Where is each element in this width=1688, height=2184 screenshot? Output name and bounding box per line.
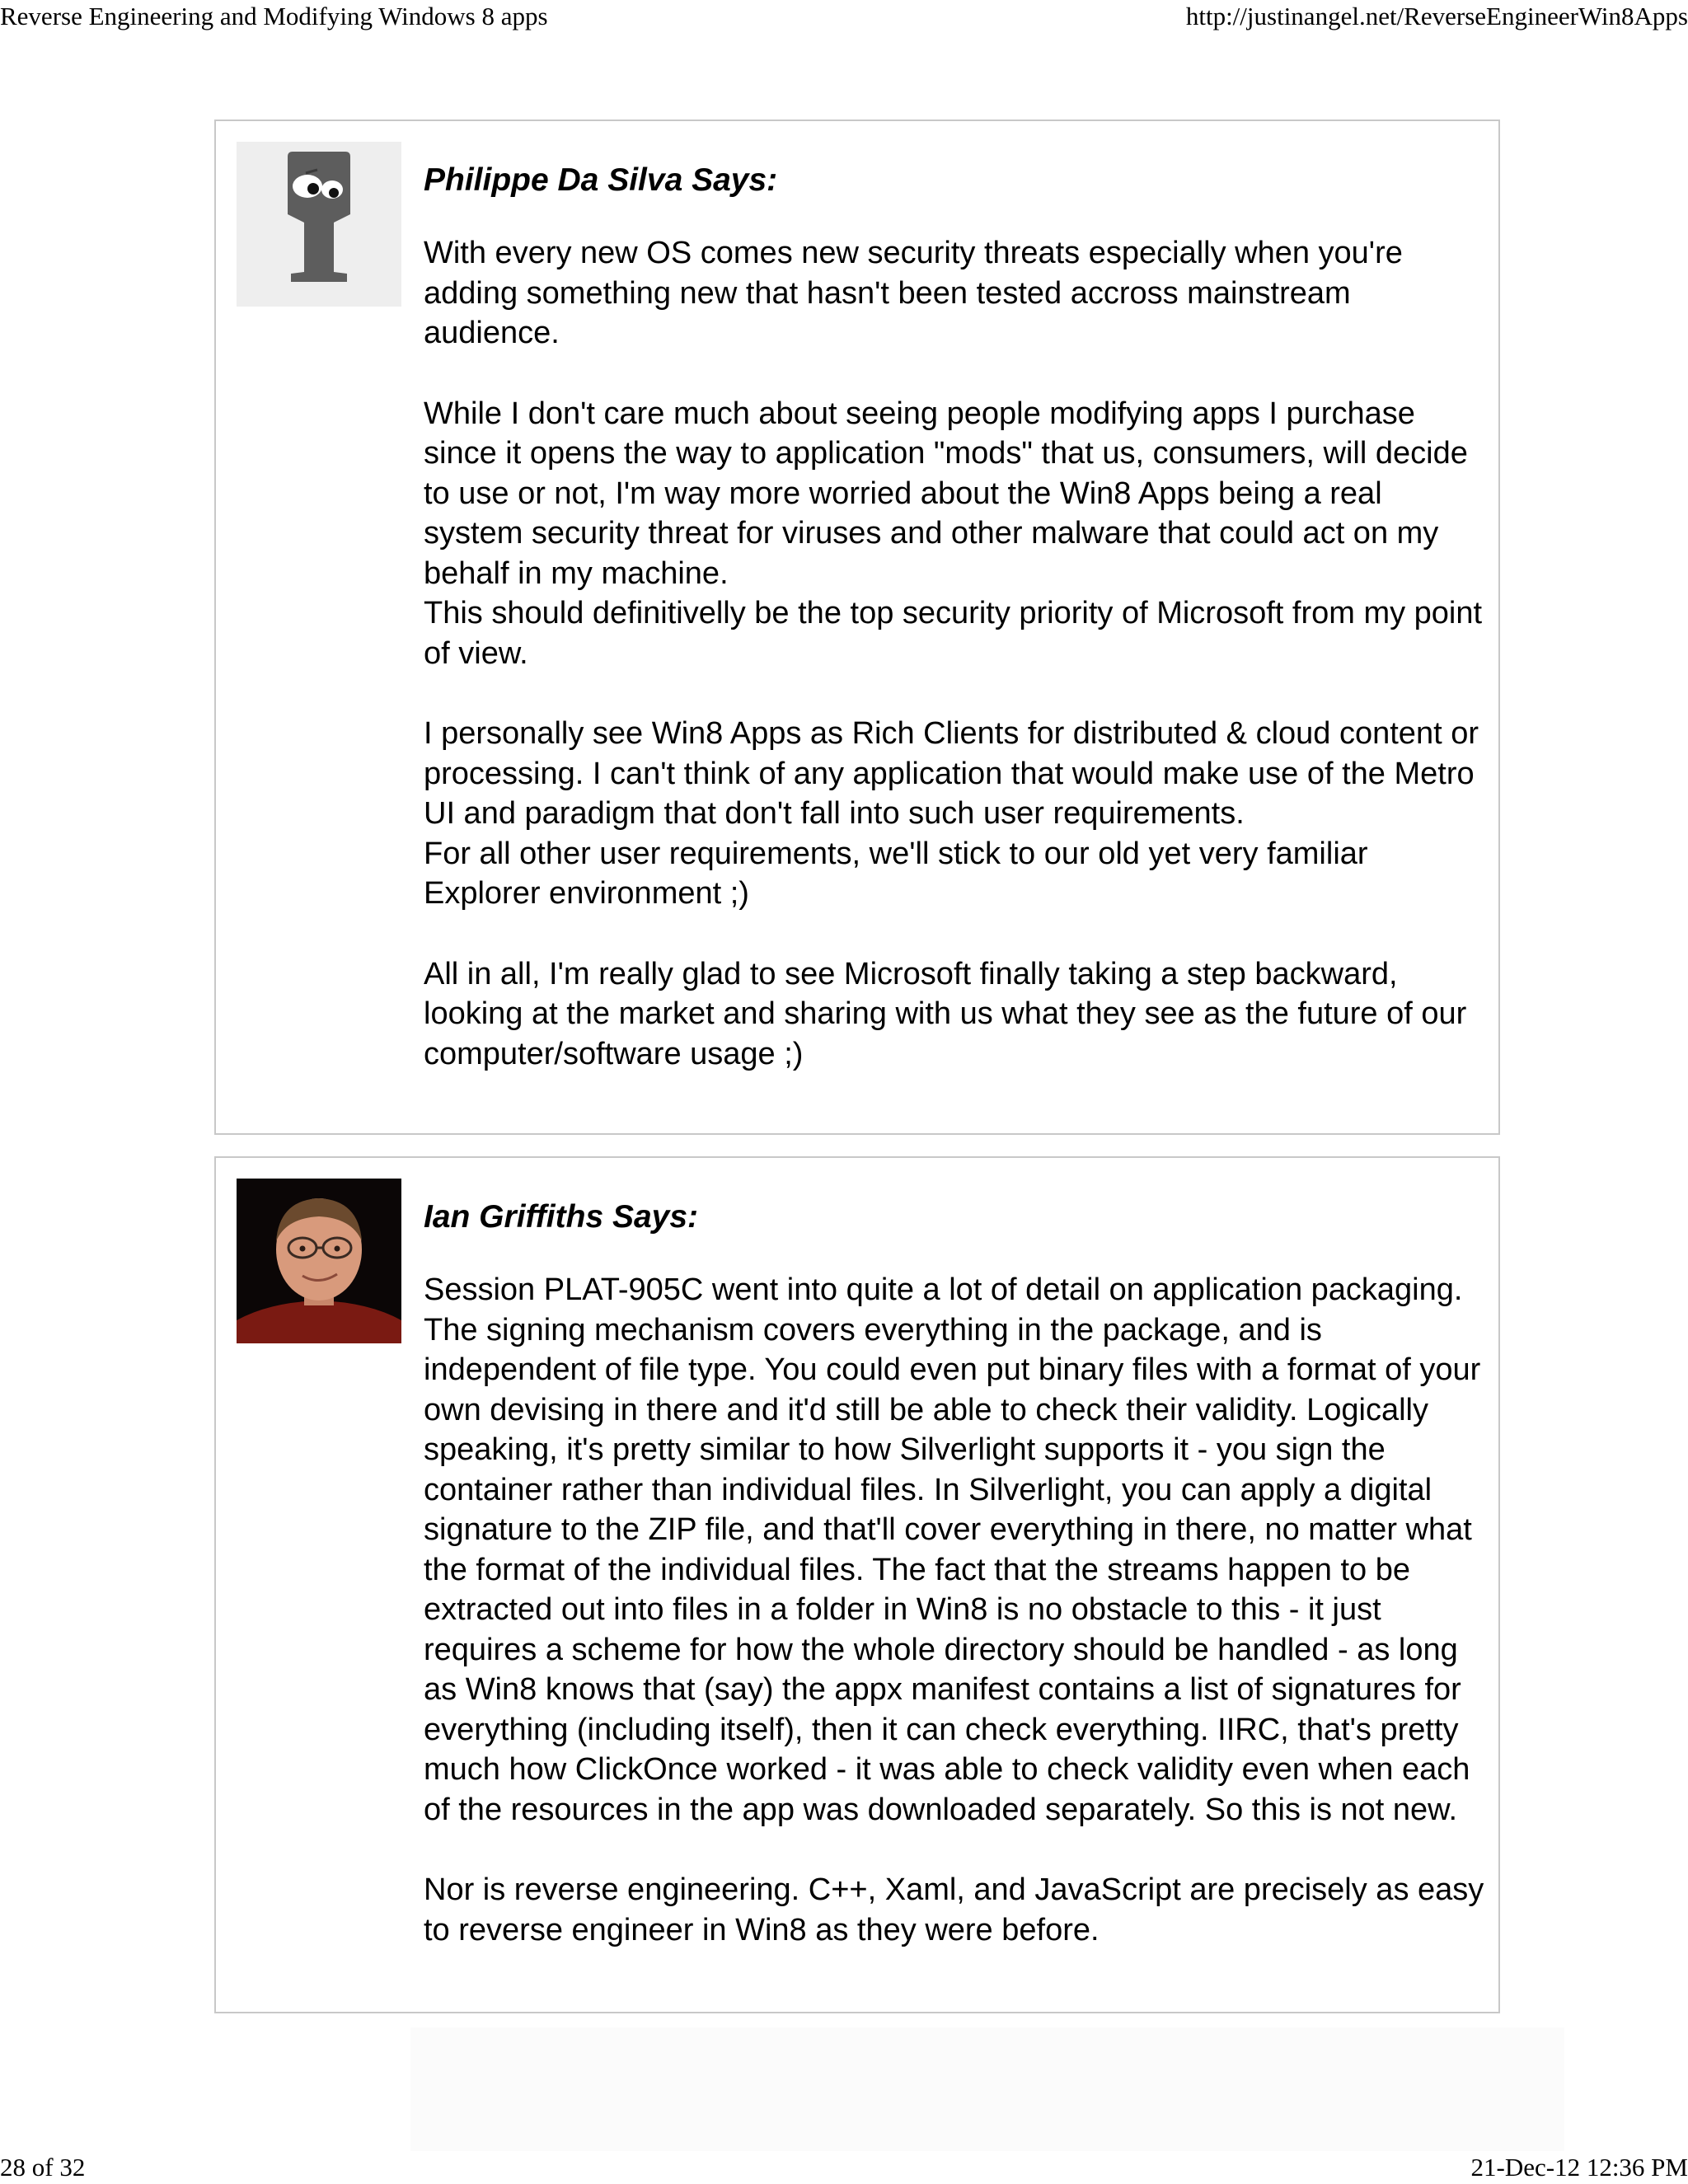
comment-text: I personally see Win8 Apps as Rich Clients for distributed & cloud content or processing. I can't think of any application that would make use of the Metro UI and paradigm that don't fall into such user requirements. — [424, 716, 1479, 831]
comment-paragraph — [424, 1870, 1487, 1950]
print-footer — [0, 2151, 1688, 2184]
comment-paragraph — [424, 954, 1487, 1075]
avatar — [237, 1179, 401, 1343]
comment-paragraph — [424, 394, 1487, 674]
avatar — [237, 142, 401, 307]
comment-paragraph — [424, 714, 1487, 914]
comment-text: All in all, I'm really glad to see Microsoft finally taking a step backward, looking at the market and sharing with us what they see as the future of our computer/software usage ;) — [424, 956, 1467, 1071]
comment-text: Nor is reverse engineering. C++, Xaml, and JavaScript are precisely as easy to reverse engineer in Win8 as they were before. — [424, 1872, 1484, 1947]
comment-text: For all other user requirements, we'll stick to our old yet very familiar Explorer environment ;) — [424, 836, 1368, 911]
comment-text: This should definitivelly be the top security priority of Microsoft from my point of view. — [424, 596, 1483, 671]
comment-text: With every new OS comes new security threats especially when you're adding something new that hasn't been tested accross mainstream audience. — [424, 236, 1403, 350]
comment-author: Ian Griffiths Says: — [424, 1199, 699, 1235]
comment-card — [214, 1156, 1500, 2013]
faded-background-area — [410, 2027, 1564, 2151]
print-header — [0, 0, 1688, 33]
page-number: 28 of 32 — [0, 2153, 86, 2182]
comment-paragraph — [424, 233, 1487, 354]
comment-card — [214, 120, 1500, 1135]
comment-text: Session PLAT-905C went into quite a lot of detail on application packaging. The signing mechanism covers everything in the package, and is independent of file type. You could even put binary files with a format of your own devising in there and it'd still be able to check their validity. Logically speaking, it's pretty similar to how Silverlight supports it - you sign the container rather than individual files. In Silverlight, you can apply a digital signature to the ZIP file, and that'll cover everything in there, no matter what the format of the individual files. The fact that the streams happen to be extracted out into files in a folder in Win8 is no obstacle to this - it just requires a scheme for how the whole directory should be handled - as long as Win8 knows that (say) the appx manifest contains a list of signatures for everything (including itself), then it can check everything. IIRC, that's pretty much how ClickOnce worked - it was able to check validity even when each of the resources in the app was downloaded separately. So this is not new. — [424, 1272, 1481, 1827]
comment-author: Philippe Da Silva Says: — [424, 162, 778, 198]
comment-text: While I don't care much about seeing people modifying apps I purchase since it opens the way to application "mods" that us, consumers, will decide to use or not, I'm way more worried about the Win8 Apps being a real system security threat for viruses and other malware that could act on my behalf in my machine. — [424, 396, 1468, 591]
print-datetime: 21-Dec-12 12:36 PM — [1470, 2153, 1688, 2182]
page-url: http://justinangel.net/ReverseEngineerWin8Apps — [1185, 2, 1688, 30]
page-title: Reverse Engineering and Modifying Windows 8 apps — [0, 2, 548, 30]
person-photo-avatar-icon — [237, 1179, 401, 1343]
cartoon-robot-avatar-icon — [237, 142, 401, 307]
comment-paragraph — [424, 1270, 1487, 1830]
